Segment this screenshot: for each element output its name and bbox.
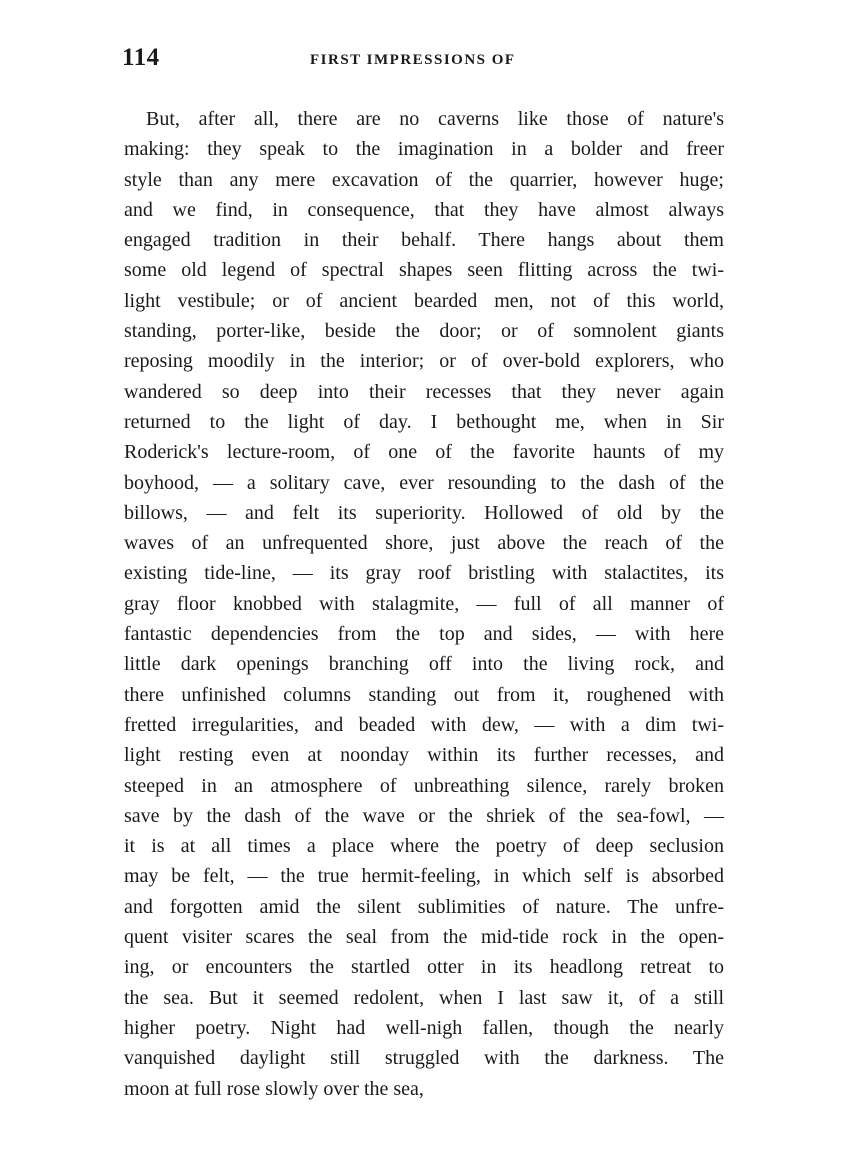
text-line: light resting even at noonday within its further recesses, and <box>124 744 724 767</box>
text-line: steeped in an atmosphere of unbreathing silence, rarely broken <box>124 774 724 797</box>
text-line: wandered so deep into their recesses that they never again <box>124 380 724 403</box>
text-line: save by the dash of the wave or the shriek of the sea-fowl, — <box>124 804 724 827</box>
text-line: waves of an unfrequented shore, just above the reach of the <box>124 532 724 555</box>
text-line: light vestibule; or of ancient bearded men, not of this world, <box>124 289 724 312</box>
text-line: and we find, in consequence, that they have almost always <box>124 198 724 221</box>
text-line: there unfinished columns standing out from it, roughened with <box>124 683 724 706</box>
running-head <box>122 44 732 80</box>
text-line: it is at all times a place where the poetry of deep seclusion <box>124 835 724 858</box>
text-line: existing tide-line, — its gray roof bristling with stalactites, its <box>124 562 724 585</box>
text-line: quent visiter scares the seal from the mid-tide rock in the open- <box>124 926 724 949</box>
running-title: FIRST IMPRESSIONS OF <box>310 52 516 68</box>
text-line: little dark openings branching off into the living rock, and <box>124 653 724 676</box>
text-line: higher poetry. Night had well-nigh fallen, though the nearly <box>124 1016 724 1039</box>
text-line: vanquished daylight still struggled with the darkness. The <box>124 1047 724 1070</box>
text-line: some old legend of spectral shapes seen flitting across the twi- <box>124 259 724 282</box>
text-line: making: they speak to the imagination in a bolder and freer <box>124 138 724 161</box>
text-line: boyhood, — a solitary cave, ever resounding to the dash of the <box>124 471 724 494</box>
text-line: moon at full rose slowly over the sea, <box>124 1077 424 1100</box>
text-line: returned to the light of day. I bethought me, when in Sir <box>124 410 724 433</box>
text-line: But, after all, there are no caverns like those of nature's <box>146 108 724 130</box>
page-number: 114 <box>122 44 160 71</box>
text-line: billows, — and felt its superiority. Hollowed of old by the <box>124 501 724 524</box>
text-line: fretted irregularities, and beaded with dew, — with a dim twi- <box>124 713 724 736</box>
text-line: style than any mere excavation of the quarrier, however huge; <box>124 168 724 191</box>
text-line: reposing moodily in the interior; or of over-bold explorers, who <box>124 350 724 373</box>
text-line: ing, or encounters the startled otter in its headlong retreat to <box>124 956 724 979</box>
text-line: engaged tradition in their behalf. There hangs about them <box>124 229 724 252</box>
text-line: fantastic dependencies from the top and sides, — with here <box>124 623 724 646</box>
text-line: gray floor knobbed with stalagmite, — full of all manner of <box>124 592 724 615</box>
body-text <box>124 104 724 1104</box>
text-line: the sea. But it seemed redolent, when I last saw it, of a still <box>124 986 724 1009</box>
text-line: may be felt, — the true hermit-feeling, in which self is absorbed <box>124 865 724 888</box>
text-line: and forgotten amid the silent sublimities of nature. The unfre- <box>124 895 724 918</box>
text-line: standing, porter-like, beside the door; or of somnolent giants <box>124 320 724 343</box>
text-line: Roderick's lecture-room, of one of the favorite haunts of my <box>124 441 724 464</box>
